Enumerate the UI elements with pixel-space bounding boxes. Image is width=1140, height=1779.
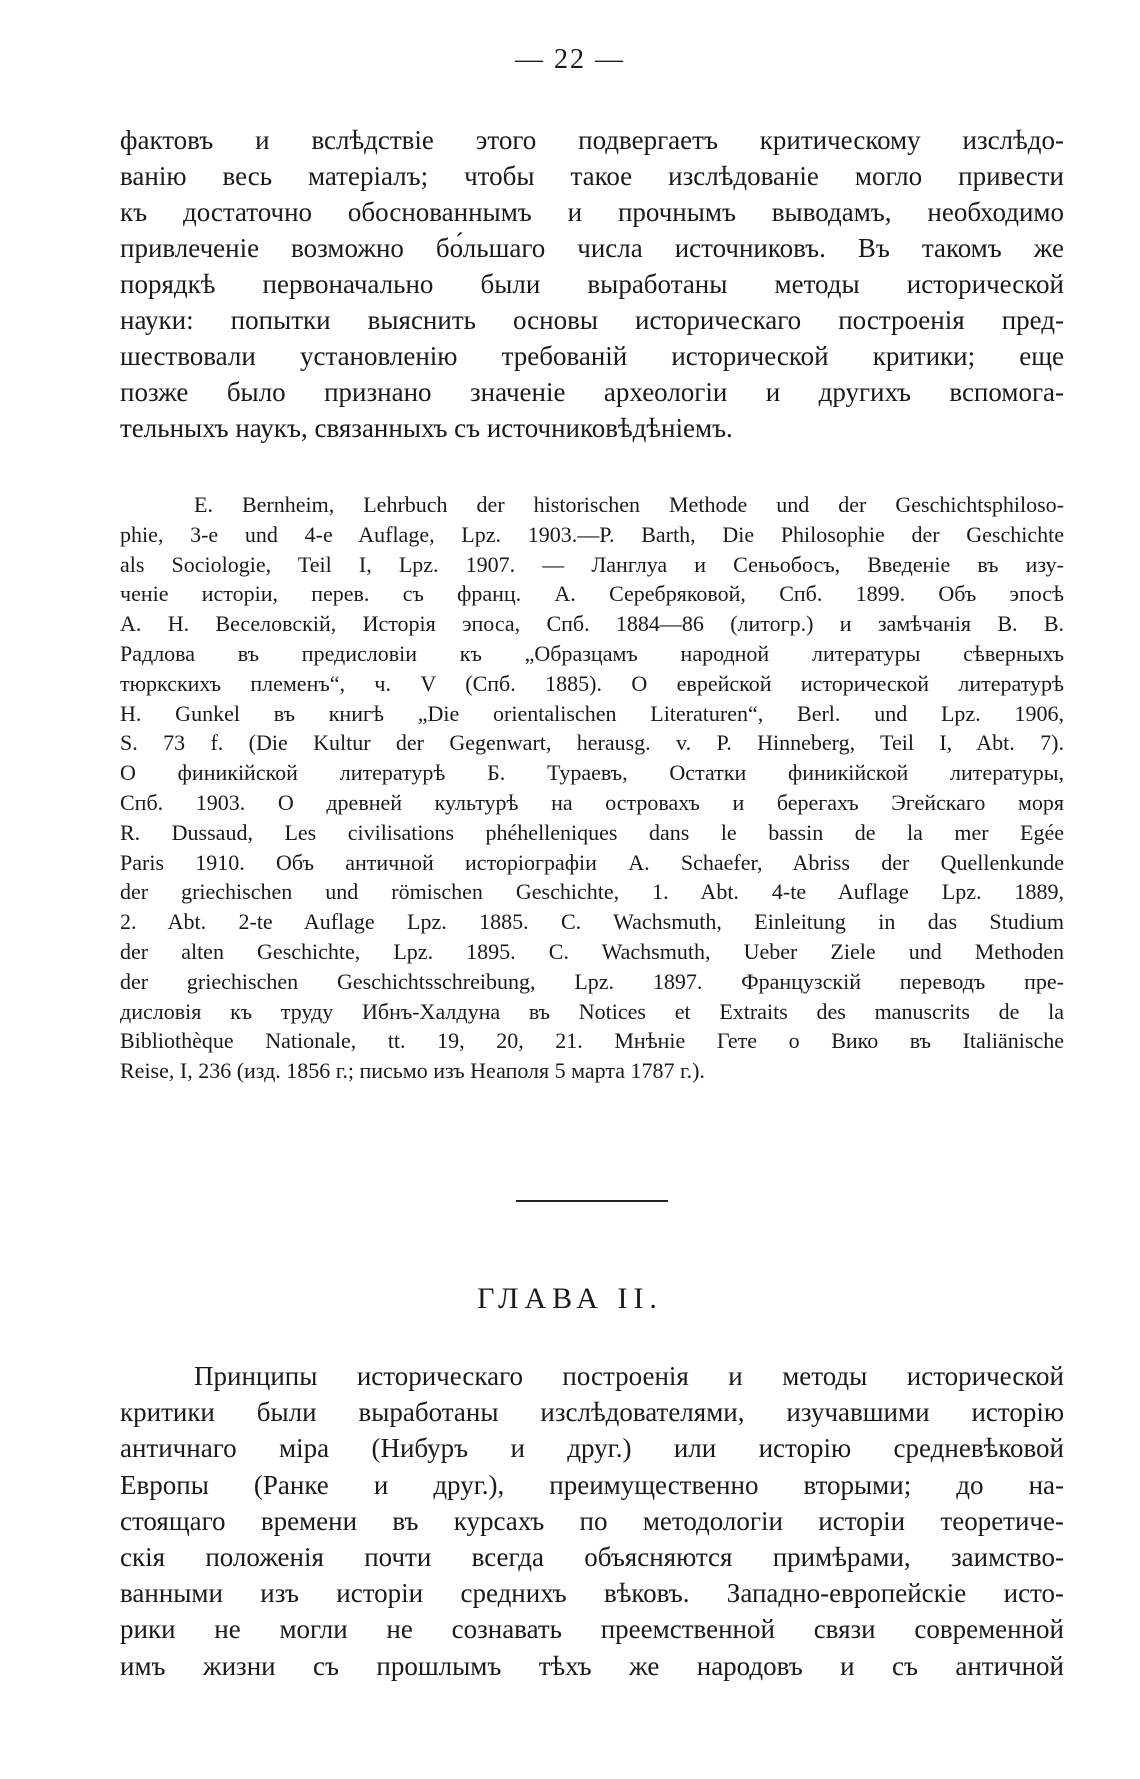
bibliography-line: Paris 1910. Объ античной исторіографіи A. Schaefer, Abriss der Quellenkunde bbox=[120, 849, 1064, 875]
bibliography-line: S. 73 f. (Die Kultur der Gegenwart, herausg. v. P. Hinneberg, Teil I, Abt. 7). bbox=[120, 730, 1064, 756]
bibliography-line: Спб. 1903. О древней культурѣ на островахъ и берегахъ Эгейскаго моря bbox=[120, 789, 1064, 815]
text-line: ванными изъ исторіи среднихъ вѣковъ. Западно-европейскіе исто- bbox=[120, 1578, 1064, 1609]
bibliography-line: phie, 3-e und 4-e Auflage, Lpz. 1903.—P. Barth, Die Philosophie der Geschichte bbox=[120, 521, 1064, 547]
bibliography-line: der alten Geschichte, Lpz. 1895. C. Wachsmuth, Ueber Ziele und Methoden bbox=[120, 938, 1064, 964]
text-line: шествовали установленію требованій исторической критики; еще bbox=[120, 341, 1064, 371]
bibliography-line: E. Bernheim, Lehrbuch der historischen Methode und der Geschichtsphiloso- bbox=[194, 492, 1064, 517]
page-number: — 22 — bbox=[515, 44, 625, 75]
text-line: Принципы историческаго построенія и методы исторической bbox=[194, 1361, 1064, 1391]
text-line: фактовъ и вслѣдствіе этого подвергаетъ критическому изслѣдо- bbox=[120, 125, 1064, 155]
bibliography-block bbox=[120, 490, 1064, 1086]
bibliography-line: А. Н. Веселовскій, Исторія эпоса, Спб. 1884—86 (литогр.) и замѣчанія В. В. bbox=[120, 611, 1064, 637]
paragraph-continued bbox=[120, 122, 1064, 446]
text-line: античнаго міра (Нибуръ и друг.) или исторію средневѣковой bbox=[120, 1433, 1064, 1464]
text-line: привлеченіе возможно бо́льшаго числа источниковъ. Въ такомъ же bbox=[120, 233, 1064, 263]
bibliography-line: H. Gunkel въ книгѣ „Die orientalischen Literaturen“, Berl. und Lpz. 1906, bbox=[120, 700, 1064, 726]
text-line: къ достаточно обоснованнымъ и прочнымъ выводамъ, необходимо bbox=[120, 197, 1064, 227]
text-line: позже было признано значеніе археологіи и другихъ вспомога- bbox=[120, 377, 1064, 407]
text-line: рики не могли не сознавать преемственной связи современной bbox=[120, 1614, 1064, 1645]
text-line: скія положенія почти всегда объясняются примѣрами, заимство- bbox=[120, 1542, 1064, 1573]
bibliography-line: Радлова въ предисловіи къ „Образцамъ народной литературы сѣверныхъ bbox=[120, 640, 1064, 666]
text-line: тельныхъ наукъ, связанныхъ съ источниковѣдѣніемъ. bbox=[120, 413, 733, 443]
text-line: имъ жизни съ прошлымъ тѣхъ же народовъ и съ античной bbox=[120, 1650, 1064, 1681]
bibliography-line: R. Dussaud, Les civilisations phéhelleniques dans le bassin de la mer Egée bbox=[120, 819, 1064, 845]
bibliography-line: Bibliothèque Nationale, tt. 19, 20, 21. Мнѣніе Гете о Вико въ Italiänische bbox=[120, 1028, 1064, 1054]
bibliography-line: der griechischen und römischen Geschichte, 1. Abt. 4-te Auflage Lpz. 1889, bbox=[120, 879, 1064, 905]
text-line: ванію весь матеріалъ; чтобы такое изслѣдованіе могло привести bbox=[120, 161, 1064, 191]
bibliography-line: Reise, I, 236 (изд. 1856 г.; письмо изъ Неаполя 5 марта 1787 г.). bbox=[120, 1058, 705, 1084]
chapter-heading: ГЛАВА II. bbox=[477, 1282, 663, 1315]
text-line: науки: попытки выяснить основы историческаго построенія пред- bbox=[120, 305, 1064, 335]
text-line: порядкѣ первоначально были выработаны методы исторической bbox=[120, 269, 1064, 299]
bibliography-line: О финикійской литературѣ Б. Тураевъ, Остатки финикійской литературы, bbox=[120, 760, 1064, 786]
bibliography-line: als Sociologie, Teil I, Lpz. 1907. — Ланглуа и Сеньобосъ, Введеніе въ изу- bbox=[120, 551, 1064, 577]
section-divider bbox=[516, 1200, 668, 1202]
bibliography-line: 2. Abt. 2-te Auflage Lpz. 1885. C. Wachsmuth, Einleitung in das Studium bbox=[120, 909, 1064, 935]
text-line: Европы (Ранке и друг.), преимущественно вторыми; до на- bbox=[120, 1469, 1064, 1500]
text-line: стоящаго времени въ курсахъ по методологіи исторіи теоретиче- bbox=[120, 1505, 1064, 1536]
chapter-paragraph bbox=[120, 1358, 1064, 1684]
bibliography-line: ченіе исторіи, перев. съ франц. А. Серебряковой, Спб. 1899. Объ эпосѣ bbox=[120, 581, 1064, 607]
bibliography-line: der griechischen Geschichtsschreibung, Lpz. 1897. Французскій переводъ пре- bbox=[120, 968, 1064, 994]
bibliography-line: тюркскихъ племенъ“, ч. V (Спб. 1885). О еврейской исторической литературѣ bbox=[120, 670, 1064, 696]
text-line: критики были выработаны изслѣдователями, изучавшими исторію bbox=[120, 1397, 1064, 1428]
bibliography-line: дисловія къ труду Ибнъ-Халдуна въ Notices et Extraits des manuscrits de la bbox=[120, 998, 1064, 1024]
